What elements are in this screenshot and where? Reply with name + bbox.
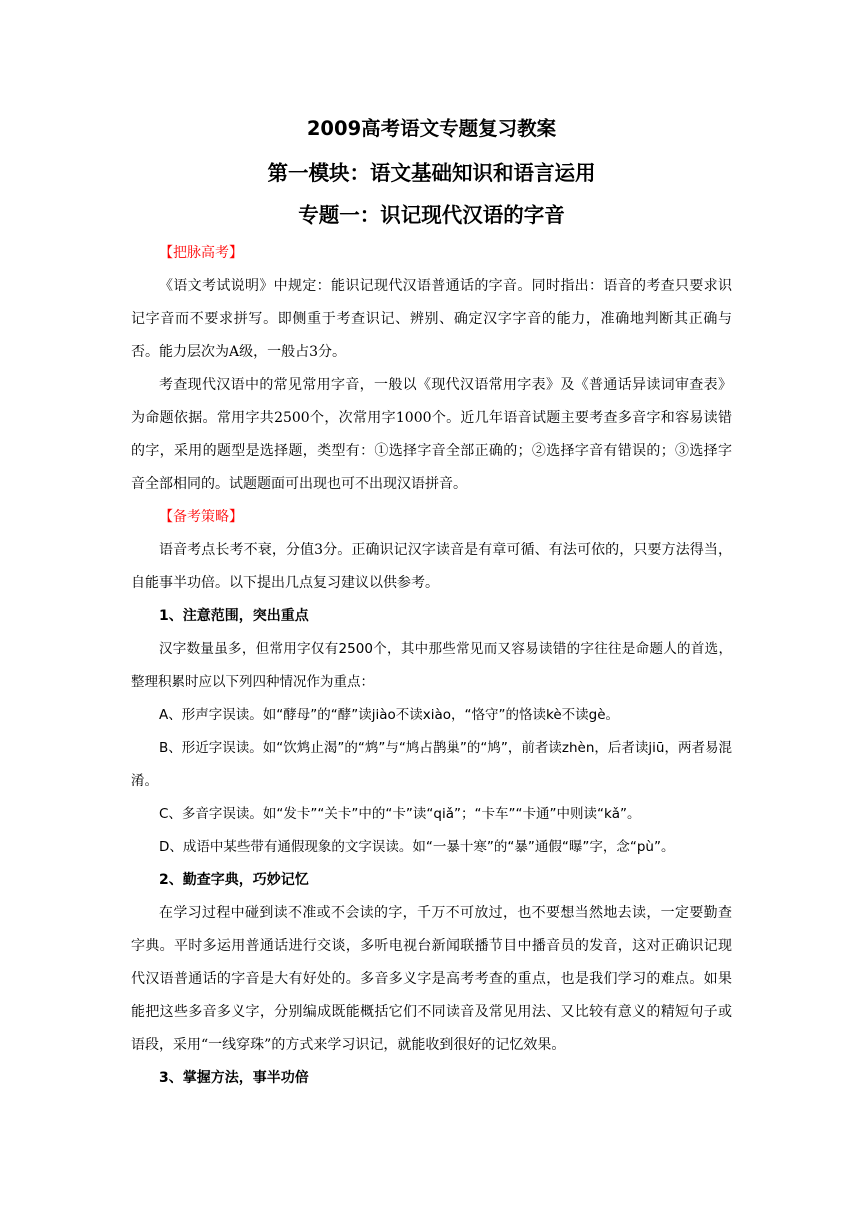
section-tag-strategy: 【备考策略】 bbox=[159, 509, 243, 525]
topic-title: 专题一：识记现代汉语的字音 bbox=[298, 203, 565, 227]
list-item-d: D、成语中某些带有通假现象的文字误读。如“一暴十寒”的“暴”通假“曝”字，念“pù”。 bbox=[159, 839, 675, 855]
subheading-2: 2、勤查字典，巧妙记忆 bbox=[159, 872, 309, 888]
paragraph-strategy-intro: 语音考点长考不衰，分值3分。正确识记汉字读音是有章可循、有法可依的，只要方法得当，自能事半功倍。以下提出几点复习建议以供参考。 bbox=[131, 542, 732, 591]
subheading-3: 3、掌握方法，事半功倍 bbox=[159, 1070, 309, 1086]
document-title: 2009高考语文专题复习教案 bbox=[306, 117, 557, 140]
list-item-a: A、形声字误读。如“酵母”的“酵”读jiào不读xiào，“恪守”的恪读kè不读gè。 bbox=[159, 707, 620, 723]
paragraph-scope: 汉字数量虽多，但常用字仅有2500个，其中那些常见而又容易读错的字往往是命题人的首选，整理积累时应以下列四种情况作为重点： bbox=[131, 641, 732, 690]
subheading-1: 1、注意范围，突出重点 bbox=[159, 608, 309, 624]
paragraph-exam-requirements: 《语文考试说明》中规定：能识记现代汉语普通话的字音。同时指出：语音的考查只要求识记字音而不要求拼写。即侧重于考查识记、辨别、确定汉字字音的能力，准确地判断其正确与否。能力层次为A级，一般占3分。 bbox=[131, 278, 732, 360]
list-item-c: C、多音字误读。如“发卡”“关卡”中的“卡”读“qiǎ”；“卡车”“卡通”中则读“kǎ”。 bbox=[159, 806, 641, 822]
module-title: 第一模块：语文基础知识和语言运用 bbox=[267, 161, 596, 185]
paragraph-dictionary: 在学习过程中碰到读不准或不会读的字，千万不可放过，也不要想当然地去读，一定要勤查字典。平时多运用普通话进行交谈，多听电视台新闻联播节目中播音员的发音，这对正确识记现代汉语普通话的字音是大有好处的。多音多义字是高考考查的重点，也是我们学习的难点。如果能把这些多音多义字，分别编成既能概括它们不同读音及常见用法、又比较有意义的精短句子或语段，采用“一线穿珠”的方式来学习识记，就能收到很好的记忆效果。 bbox=[131, 905, 732, 1053]
section-tag-exam-analysis: 【把脉高考】 bbox=[159, 245, 243, 261]
list-item-b: B、形近字误读。如“饮鸩止渴”的“鸩”与“鸠占鹊巢”的“鸠”，前者读zhèn，后者读jiū，两者易混淆。 bbox=[131, 740, 732, 789]
paragraph-exam-basis: 考查现代汉语中的常见常用字音，一般以《现代汉语常用字表》及《普通话异读词审查表》为命题依据。常用字共2500个，次常用字1000个。近几年语音试题主要考查多音字和容易读错的字，采用的题型是选择题，类型有：①选择字音全部正确的；②选择字音有错误的；③选择字音全部相同的。试题题面可出现也可不出现汉语拼音。 bbox=[131, 377, 732, 492]
